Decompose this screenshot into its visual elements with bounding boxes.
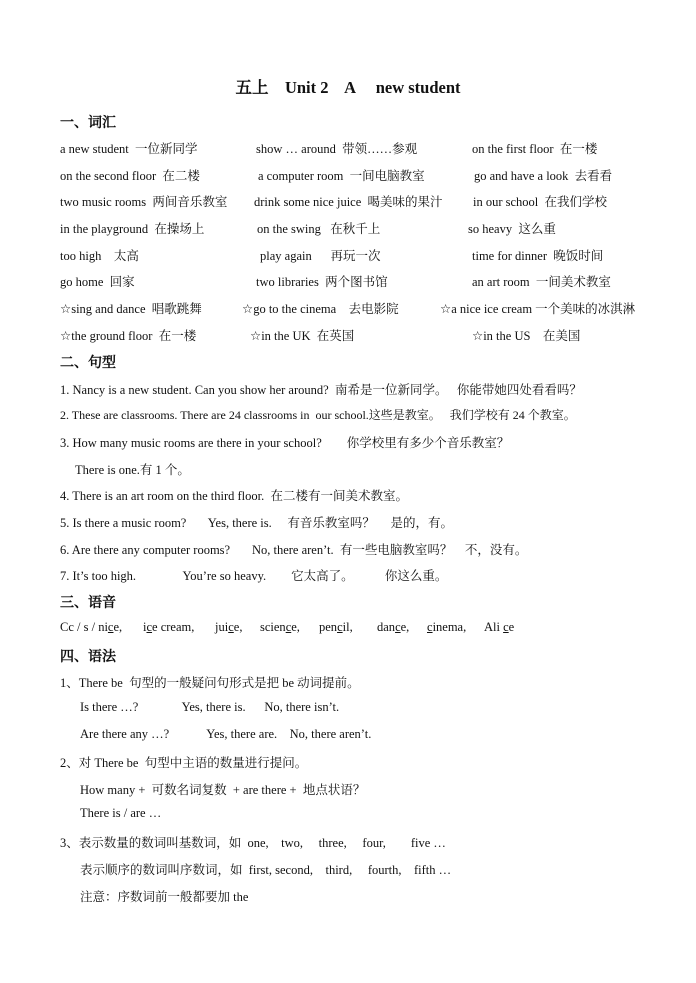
grammar-line: 注意：序数词前一般都要加 the — [80, 890, 249, 904]
vocab-cell: on the first floor 在一楼 — [472, 142, 598, 156]
vocab-cell: an art room 一间美术教室 — [472, 275, 611, 289]
sentence-line: 3. How many music rooms are there in your school? 你学校里有多少个音乐教室？ — [60, 436, 510, 450]
grammar-line: 2、对 There be 句型中主语的数量进行提问。 — [60, 756, 308, 770]
grammar-line: Is there …? Yes, there is. No, there isn’t. — [80, 700, 340, 714]
vocab-cell: a computer room 一间电脑教室 — [258, 169, 425, 183]
vocab-cell: too high 太高 — [60, 249, 139, 263]
vocab-cell: drink some nice juice 喝美味的果汁 — [254, 195, 443, 209]
vocab-cell: ☆sing and dance 唱歌跳舞 — [60, 302, 202, 316]
sentence-line: 1. Nancy is a new student. Can you show her around? 南希是一位新同学。 你能带她四处看看吗？ — [60, 383, 582, 397]
grammar-line: 3、表示数量的数词叫基数词，如 one, two, three, four, five … — [60, 836, 446, 850]
phonics-word: juice, — [215, 620, 243, 634]
vocab-cell: a new student 一位新同学 — [60, 142, 198, 156]
phonics-word: Cc / s / nice, — [60, 620, 123, 634]
phonics-word: dance, — [377, 620, 410, 634]
vocab-cell: in our school 在我们学校 — [473, 195, 608, 209]
grammar-line: Are there any …? Yes, there are. No, there aren’t. — [80, 727, 372, 741]
sentence-line: 7. It’s too high. You’re so heavy. 它太高了。 你这么重。 — [60, 569, 448, 583]
vocab-cell: so heavy 这么重 — [468, 222, 556, 236]
vocab-cell: in the playground 在操场上 — [60, 222, 205, 236]
phonics-word: ice cream, — [143, 620, 195, 634]
page-title: 五上 Unit 2 A new student — [235, 78, 461, 97]
sentence-line: 6. Are there any computer rooms? No, there aren’t. 有一些电脑教室吗？ 不，没有。 — [60, 543, 528, 557]
vocab-cell: time for dinner 晚饭时间 — [472, 249, 604, 263]
grammar-line: How many + 可数名词复数 + are there + 地点状语？ — [80, 783, 366, 797]
phonics-word: Ali ce — [484, 620, 515, 634]
phonics-word: pencil, — [319, 620, 353, 634]
phonics-word: cinema, — [427, 620, 467, 634]
grammar-line: There is / are … — [80, 806, 162, 820]
vocab-cell: ☆the ground floor 在一楼 — [60, 329, 197, 343]
vocab-cell: two music rooms 两间音乐教室 — [60, 195, 228, 209]
vocab-heading: 一、词汇 — [60, 115, 116, 131]
vocab-cell: go and have a look 去看看 — [474, 169, 613, 183]
vocab-cell: two libraries 两个图书馆 — [256, 275, 388, 289]
sentence-line: There is one.有 1 个。 — [75, 463, 190, 477]
vocab-cell: play again 再玩一次 — [260, 249, 381, 263]
grammar-heading: 四、语法 — [60, 649, 116, 665]
vocab-cell: ☆in the UK 在英国 — [250, 329, 355, 343]
phonics-heading: 三、语音 — [60, 595, 116, 611]
vocab-cell: show … around 带领……参观 — [256, 142, 418, 156]
sentence-line: 4. There is an art room on the third floor. 在二楼有一间美术教室。 — [60, 489, 408, 503]
vocab-cell: on the second floor 在二楼 — [60, 169, 200, 183]
vocab-cell: ☆go to the cinema 去电影院 — [242, 302, 399, 316]
phonics-word: science, — [260, 620, 300, 634]
sentence-line: 2. These are classrooms. There are 24 classrooms in our school.这些是教室。 我们学校有 24 个教室。 — [60, 408, 576, 422]
vocab-cell: ☆a nice ice cream 一个美味的冰淇淋 — [440, 302, 636, 316]
grammar-line: 表示顺序的数词叫序数词，如 first, second, third, fourth, fifth … — [80, 863, 452, 877]
sentence-line: 5. Is there a music room? Yes, there is. 有音乐教室吗？ 是的，有。 — [60, 516, 454, 530]
sentences-heading: 二、句型 — [60, 355, 116, 371]
vocab-cell: on the swing 在秋千上 — [257, 222, 381, 236]
vocab-cell: go home 回家 — [60, 275, 135, 289]
grammar-line: 1、There be 句型的一般疑问句形式是把 be 动词提前。 — [60, 676, 360, 690]
vocab-cell: ☆in the US 在美国 — [472, 329, 581, 343]
